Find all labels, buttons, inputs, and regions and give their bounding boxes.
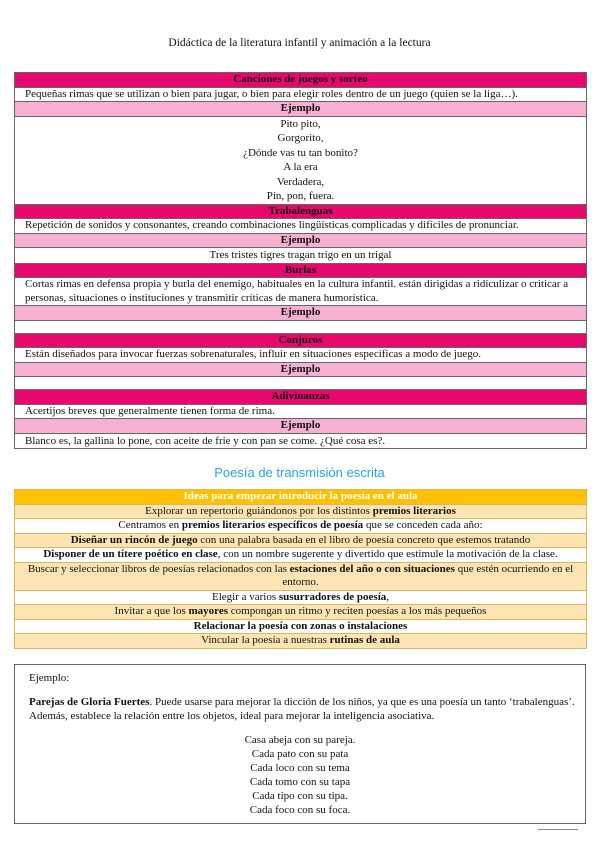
poem-line: Cada loco con su tema <box>250 762 350 774</box>
example-description: Parejas de Gloria Fuertes. Puede usarse para mejorar la dicción de los niños, ya que es una poesía un tanto ‘trabalenguas’. Además, establece la relación entre los objetos, ideal para mejorar la inteligencia asociativa. <box>29 696 575 722</box>
idea-row: Relacionar la poesía con zonas o instalaciones <box>15 619 587 634</box>
page-title: Didáctica de la literatura infantil y animación a la lectura <box>168 37 431 49</box>
example-content <box>15 248 587 264</box>
example-label: Ejemplo <box>15 102 587 117</box>
idea-row: Disponer de un títere poético en clase, con un nombre sugerente y divertido que estimule la motivación de la clase. <box>15 548 587 563</box>
example-label: Ejemplo <box>15 419 587 434</box>
poem-line: Cada foco con su foca. <box>249 804 351 816</box>
ideas-table <box>14 489 587 649</box>
poem-title: Parejas de Gloria Fuertes <box>29 696 150 708</box>
category-header: Burlas <box>15 263 587 278</box>
oral-poetry-table <box>14 72 587 449</box>
category-description: Cortas rimas en defensa propia y burla del enemigo, habituales en la cultura infantil. están dirigidas a ridiculizar o criticar a personas, situaciones o instituciones y transmitir críticas de manera humorística. <box>15 278 587 306</box>
category-description: Pequeñas rimas que se utilizan o bien para jugar, o bien para elegir roles dentro de un juego (quien se la liga…). <box>15 87 587 102</box>
example-line: Pin, pon, fuera. <box>266 190 335 202</box>
section-title: Poesía de transmisión escrita <box>214 465 385 480</box>
example-content <box>15 320 587 333</box>
poem-line: Cada tomo con su tapa <box>249 776 351 788</box>
category-header: Canciones de juegos y sorteo <box>15 73 587 88</box>
example-content <box>15 116 587 204</box>
poem-line: Cada pato con su pata <box>251 748 349 760</box>
example-label: Ejemplo <box>29 672 67 684</box>
category-description: Repetición de sonidos y consonantes, creando combinaciones lingüísticas complicadas y difíciles de pronunciar. <box>15 219 587 234</box>
ideas-header: Ideas para empezar introducir la poesía en el aula <box>15 490 587 505</box>
example-line: Pito pito, <box>280 117 321 130</box>
poem <box>25 733 575 817</box>
category-header: Conjuros <box>15 333 587 348</box>
idea-row: Elegir a varios susurradores de poesía, <box>15 590 587 605</box>
example-label: Ejemplo <box>15 306 587 321</box>
poem-line: Cada tipo con su tipa. <box>252 790 348 802</box>
example-content <box>15 377 587 390</box>
example-line: ¿Dónde vas tu tan bonito? <box>243 146 358 159</box>
category-header: Trabalenguas <box>15 204 587 219</box>
example-line: Blanco es, la gallina lo pone, con aceite de frie y con pan se come. ¿Qué cosa es?. <box>25 434 386 447</box>
idea-row: Centramos en premios literarios específicos de poesía que se conceden cada año: <box>15 519 587 534</box>
example-label: Ejemplo <box>15 233 587 248</box>
idea-row: Vincular la poesía a nuestras rutinas de aula <box>15 634 587 649</box>
category-description: Están diseñados para invocar fuerzas sobrenaturales, influir en situaciones específicas a modo de juego. <box>15 348 587 363</box>
example-box: Ejemplo: Parejas de Gloria Fuertes. Puede usarse para mejorar la dicción de los niños, ya que es una poesía un tanto ‘trabalenguas’. Además, establece la relación entre los objetos, ideal para mejorar la inteligencia asociativa. Casa abeja con su pareja. Cada pato con su pata Cada loco con su tema Cada tomo con su tapa Cada tipo con su tipa. Cada foco con su foca. <box>14 664 586 824</box>
example-line: Tres tristes tigres tragan trigo en un trigal <box>209 249 392 261</box>
example-content <box>15 433 587 449</box>
category-header: Adivinanzas <box>15 390 587 405</box>
poem-line: Casa abeja con su pareja. <box>244 734 356 746</box>
category-description: Acertijos breves que generalmente tienen forma de rima. <box>15 404 587 419</box>
example-line: A la era <box>283 161 318 173</box>
example-line: Verdadera, <box>276 175 325 188</box>
page-corner-mark <box>538 824 578 830</box>
idea-row: Invitar a que los mayores compongan un ritmo y reciten poesías a los más pequeños <box>15 605 587 620</box>
idea-row: Explorar un repertorio guiándonos por los distintos premios literarios <box>15 504 587 519</box>
example-line: Gorgorito, <box>277 132 324 144</box>
idea-row: Buscar y seleccionar libros de poesías relacionados con las estaciones del año o con situaciones que estén ocurriendo en el entorno. <box>15 562 587 590</box>
example-label: Ejemplo <box>15 362 587 377</box>
idea-row: Diseñar un rincón de juego con una palabra basada en el libro de poesía concreto que estemos tratando <box>15 533 587 548</box>
